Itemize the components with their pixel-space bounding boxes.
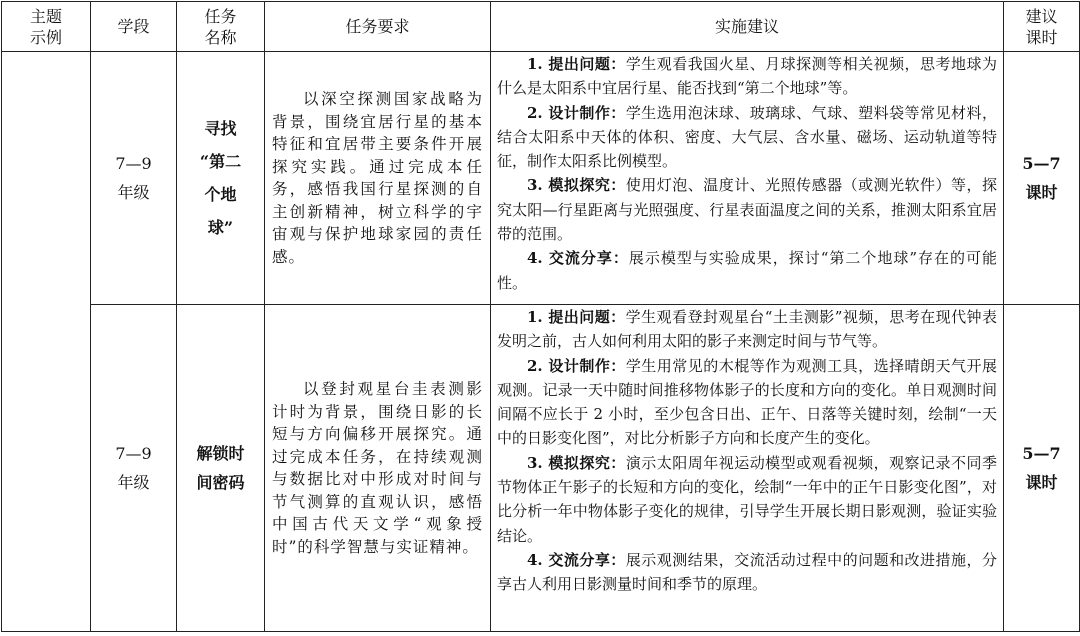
hours-cell: 5—7 课时 [1004, 305, 1080, 632]
theme-cell [2, 52, 91, 632]
step-item: 1. 提出问题：学生观看我国火星、月球探测等相关视频，思考地球为什么是太阳系中宜居行星、能否找到“第二个地球”等。 [497, 55, 997, 98]
step-item: 4. 交流分享：展示观测结果，交流活动过程中的问题和改进措施，分享古人利用日影测量时间和季节的原理。 [497, 550, 997, 594]
requirement-cell: 以深空探测国家战略为背景，围绕宜居行星的基本特征和宜居带主要条件开展探究实践。通过完成本任务，感悟我国行星探测的自主创新精神，树立科学的宇宙观与保护地球家园的责任感。 [265, 52, 491, 305]
step-item: 1. 提出问题：学生观看登封观星台“土圭测影”视频，思考在现代钟表发明之前，古人如何利用太阳的影子来测定时间与节气等。 [497, 308, 997, 351]
header-row [2, 2, 1080, 52]
stage-cell: 7—9 年级 [91, 305, 177, 632]
step-item: 2. 设计制作：学生用常见的木棍等作为观测工具，选择晴朗天气开展观测。记录一天中随时间推移物体影子的长度和方向的变化。单日观测时间间隔不应长于 2 小时，至少包含日出、正午、日落等关键时刻，绘制“一天中的日影变化图”，对比分析影子方向和长度产生的变化。 [497, 356, 997, 448]
step-item: 4. 交流分享：展示模型与实验成果，探讨“第二个地球”存在的可能性。 [497, 249, 997, 292]
stage-cell: 7—9 年级 [91, 52, 177, 305]
step-item: 3. 模拟探究：使用灯泡、温度计、光照传感器（或测光软件）等，探究太阳—行星距离与光照强度、行星表面温度之间的关系，推测太阳系宜居带的范围。 [497, 176, 997, 244]
suggestion-cell [491, 305, 1004, 632]
header-requirement: 任务要求 [265, 2, 491, 52]
header-task-name: 任务 名称 [177, 2, 265, 52]
requirement-cell: 以登封观星台圭表测影计时为背景，围绕日影的长短与方向偏移开展探究。通过完成本任务，在持续观测与数据比对中形成对时间与节气测算的直观认识，感悟中国古代天文学“观象授时”的科学智慧与实证精神。 [265, 305, 491, 632]
task-table [1, 1, 1080, 632]
task-name-cell: 解锁时 间密码 [177, 305, 265, 632]
step-item: 3. 模拟探究：演示太阳周年视运动模型或观看视频，观察记录不同季节物体正午影子的长短和方向的变化，绘制“一年中的正午日影变化图”，对比分析一年中物体影子变化的规律，引导学生开展长期日影观测，验证实验结论。 [497, 453, 997, 545]
task-name-cell: 寻找 “第二 个地 球” [177, 52, 265, 305]
header-stage: 学段 [91, 2, 177, 52]
step-item: 2. 设计制作：学生选用泡沫球、玻璃球、气球、塑料袋等常见材料，结合太阳系中天体的体积、密度、大气层、含水量、磁场、运动轨道等特征，制作太阳系比例模型。 [497, 103, 997, 171]
table-row [2, 305, 1080, 632]
suggestion-cell [491, 52, 1004, 305]
hours-cell: 5—7 课时 [1004, 52, 1080, 305]
table-row [2, 52, 1080, 305]
header-theme: 主题 示例 [2, 2, 91, 52]
header-hours: 建议 课时 [1004, 2, 1080, 52]
header-suggestion: 实施建议 [491, 2, 1004, 52]
